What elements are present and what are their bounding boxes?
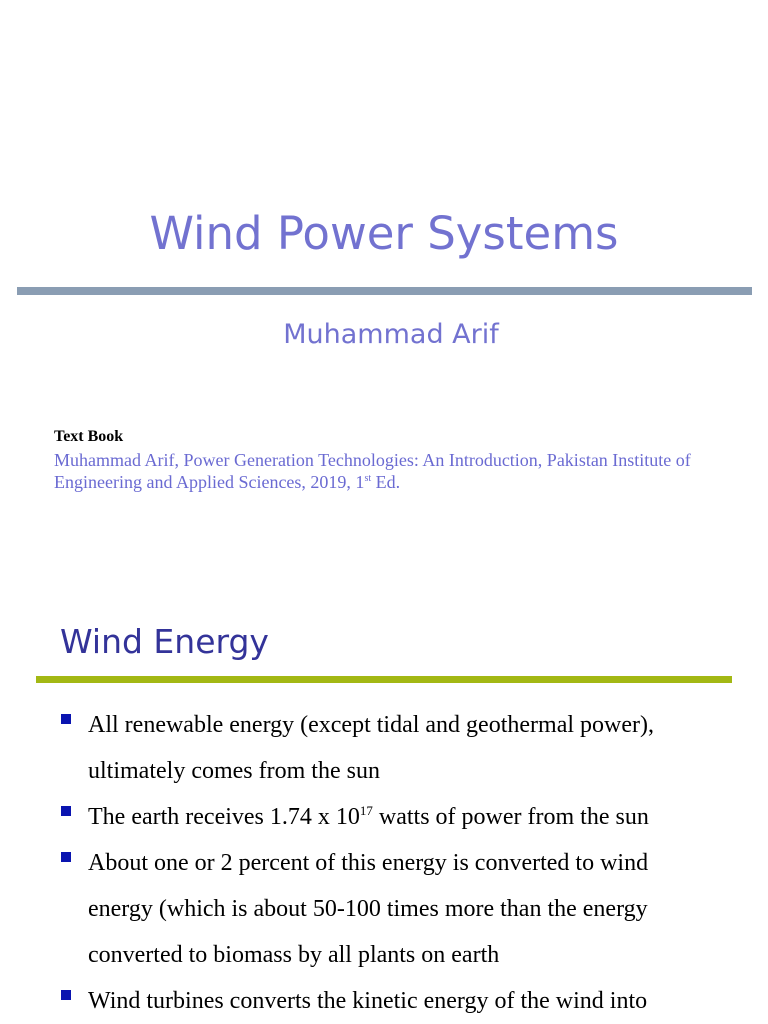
bullet-list	[60, 702, 710, 1024]
section-title: Wind Energy	[60, 622, 269, 661]
bullet-text: The earth receives 1.74 x 10	[88, 804, 360, 830]
square-bullet-icon	[61, 990, 71, 1000]
textbook-reference-superscript: st	[364, 473, 372, 484]
bullet-text: About one or 2 percent of this energy is converted to wind energy (which is about 50-100 times more than the energy converted to biomass by all plants on earth	[88, 850, 649, 968]
square-bullet-icon	[61, 806, 71, 816]
list-item	[60, 794, 710, 840]
textbook-reference	[54, 449, 694, 493]
textbook-heading: Text Book	[54, 428, 124, 445]
square-bullet-icon	[61, 714, 71, 724]
square-bullet-icon	[61, 852, 71, 862]
bullet-text: Wind turbines converts the kinetic energy of the wind into	[88, 988, 648, 1014]
title-divider	[17, 287, 752, 295]
textbook-reference-edition: Ed.	[371, 472, 401, 492]
bullet-exponent: 17	[359, 803, 373, 818]
author-name: Muhammad Arif	[283, 319, 499, 350]
list-item	[60, 840, 710, 978]
bullet-text: All renewable energy (except tidal and geothermal power), ultimately comes from the sun	[88, 712, 654, 784]
list-item	[60, 978, 710, 1024]
slide-title: Wind Power Systems	[149, 207, 619, 260]
bullet-text-tail: watts of power from the sun	[372, 804, 649, 830]
list-item	[60, 702, 710, 794]
section-divider	[36, 676, 732, 683]
textbook-reference-text: Muhammad Arif, Power Generation Technologies: An Introduction, Pakistan Institute of Engineering and Applied Sciences, 2019, 1	[54, 450, 691, 492]
